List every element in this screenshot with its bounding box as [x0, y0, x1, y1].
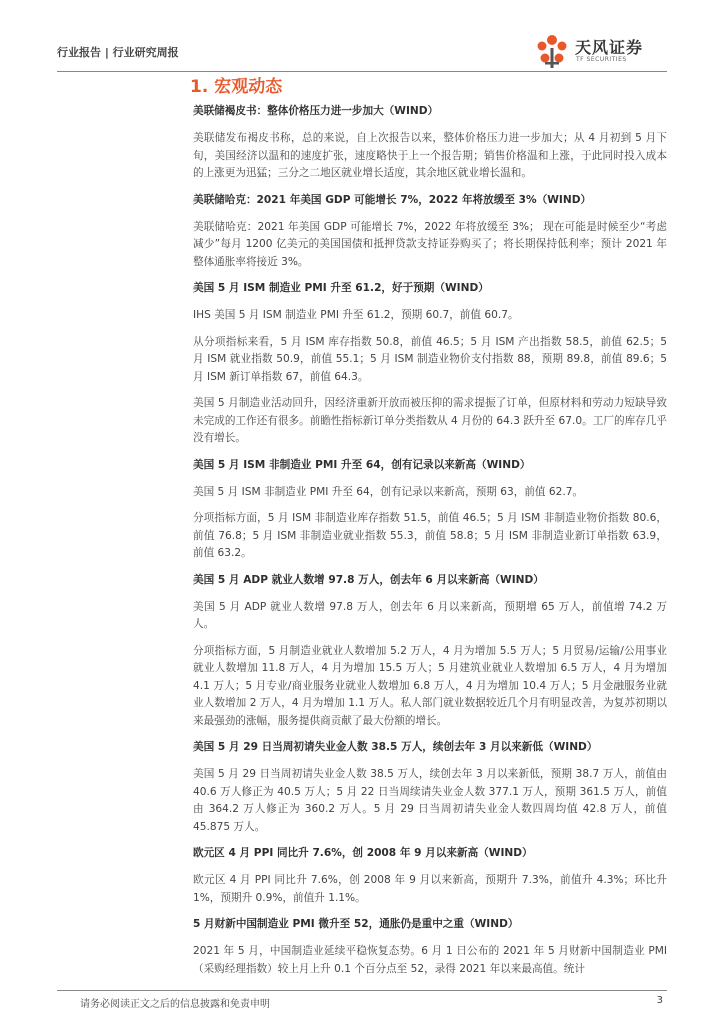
- header-divider: [57, 71, 667, 72]
- disclaimer-text: 请务必阅读正文之后的信息披露和免责申明: [80, 999, 270, 1010]
- news-item: [193, 916, 667, 978]
- news-paragraph: 欧元区 4 月 PPI 同比升 7.6%，创 2008 年 9 月以来新高，预期升 7.3%，前值升 4.3%；环比升 1%，预期升 0.9%，前值升 1.1%。: [193, 874, 667, 904]
- news-item: [193, 739, 667, 836]
- news-item: [193, 845, 667, 907]
- section-title: 1. 宏观动态: [190, 77, 283, 97]
- news-paragraph: 美国 5 月制造业活动回升，因经济重新开放而被压抑的需求提振了订单，但原材料和劳动力短缺导致未完成的工作还有很多。前瞻性指标新订单分类指数从 4 月份的 64.3 跃升至 67.0。工厂的库存几乎没有增长。: [193, 397, 667, 444]
- company-logo: [533, 32, 667, 70]
- news-title: 美联储褐皮书：整体价格压力进一步加大（WIND）: [193, 105, 439, 117]
- news-item: [193, 457, 667, 563]
- news-title: 美国 5 月 29 日当周初请失业金人数 38.5 万人，续创去年 3 月以来新低（WIND）: [193, 741, 598, 753]
- news-paragraph: 美国 5 月 29 日当周初请失业金人数 38.5 万人，续创去年 3 月以来新低，预期 38.7 万人，前值由 40.6 万人修正为 40.5 万人；5 月 22 日当周续请失业金人数 377.1 万人，预期 361.5 万人，前值由 364.2 万人修正为 360.2 万人。5 月 29 日当周初请失业金人数四周均值 42.8 万人，前值 45.875 万人。: [193, 768, 667, 833]
- news-item: [193, 103, 667, 183]
- page-number: 3: [656, 995, 663, 1006]
- news-item: [193, 572, 667, 731]
- report-category: 行业报告 | 行业研究周报: [57, 46, 179, 59]
- news-item: [193, 192, 667, 272]
- news-item: [193, 280, 667, 448]
- main-content: [193, 103, 667, 987]
- news-paragraph: 从分项指标来看，5 月 ISM 库存指数 50.8，前值 46.5；5 月 ISM 产出指数 58.5，前值 62.5；5 月 ISM 就业指数 50.9，前值 55.1；5 月 ISM 制造业物价支付指数 88，预期 89.8，前值 89.6；5 月 ISM 新订单指数 67，前值 64.3。: [193, 335, 667, 383]
- news-title: 欧元区 4 月 PPI 同比升 7.6%，创 2008 年 9 月以来新高（WIND）: [193, 847, 533, 859]
- news-paragraph: 美联储哈克：2021 年美国 GDP 可能增长 7%，2022 年将放缓至 3%； 现在可能是时候至少“考虑减少”每月 1200 亿美元的美国国债和抵押贷款支持证券购买了；将长期保持低利率；预计 2021 年整体通胀率将接近 3%。: [193, 220, 667, 268]
- logo-flower-icon: [533, 32, 571, 70]
- news-paragraph: 分项指标方面，5 月制造业就业人数增加 5.2 万人，4 月为增加 5.5 万人；5 月贸易/运输/公用事业就业人数增加 11.8 万人，4 月为增加 15.5 万人；5 月建筑业就业人数增加 6.5 万人，4 月为增加 4.1 万人；5 月专业/商业服务业就业人数增加 6.8 万人，4 月为增加 10.4 万人；5 月金融服务业就业人数增加 2 万人，4 月为增加 1.1 万人。私人部门就业数据较近几个月有明显改善，为复苏初期以来最强劲的涨幅，服务提供商贡献了最大份额的增长。: [193, 644, 667, 727]
- news-paragraph: IHS 美国 5 月 ISM 制造业 PMI 升至 61.2，预期 60.7，前值 60.7。: [193, 309, 519, 321]
- news-paragraph: 美国 5 月 ADP 就业人数增 97.8 万人，创去年 6 月以来新高，预期增 65 万人，前值增 74.2 万人。: [193, 600, 667, 630]
- logo-english-name: TF SECURITIES: [576, 56, 627, 63]
- news-paragraph: 美联储发布褐皮书称，总的来说，自上次报告以来，整体价格压力进一步加大；从 4 月初到 5 月下旬，美国经济以温和的速度扩张，速度略快于上一个报告期；销售价格温和上涨，于此同时投入成本的上涨更为迅猛；三分之二地区就业增长适度，其余地区就业增长温和。: [193, 132, 667, 179]
- news-paragraph: 美国 5 月 ISM 非制造业 PMI 升至 64，创有记录以来新高，预期 63，前值 62.7。: [193, 485, 584, 498]
- news-title: 5 月财新中国制造业 PMI 微升至 52，通胀仍是重中之重（WIND）: [193, 918, 519, 930]
- footer-divider: [57, 990, 667, 991]
- news-title: 美国 5 月 ADP 就业人数增 97.8 万人，创去年 6 月以来新高（WIND）: [193, 573, 544, 586]
- logo-chinese-name: 天风证券: [575, 38, 644, 57]
- news-title: 美联储哈克：2021 年美国 GDP 可能增长 7%，2022 年将放缓至 3%（WIND）: [193, 193, 592, 206]
- page-header: [57, 40, 667, 74]
- news-paragraph: 分项指标方面，5 月 ISM 非制造业库存指数 51.5，前值 46.5；5 月 ISM 非制造业物价指数 80.6，前值 76.8；5 月 ISM 非制造业就业指数 55.3，前值 58.8；5 月 ISM 非制造业新订单指数 63.9，前值 63.2。: [193, 512, 667, 559]
- news-title: 美国 5 月 ISM 制造业 PMI 升至 61.2，好于预期（WIND）: [193, 282, 489, 294]
- news-title: 美国 5 月 ISM 非制造业 PMI 升至 64，创有记录以来新高（WIND）: [193, 458, 531, 471]
- news-paragraph: 2021 年 5 月，中国制造业延续平稳恢复态势。6 月 1 日公布的 2021 年 5 月财新中国制造业 PMI（采购经理指数）较上月上升 0.1 个百分点至 52，录得 2021 年以来最高值。统计: [193, 945, 667, 975]
